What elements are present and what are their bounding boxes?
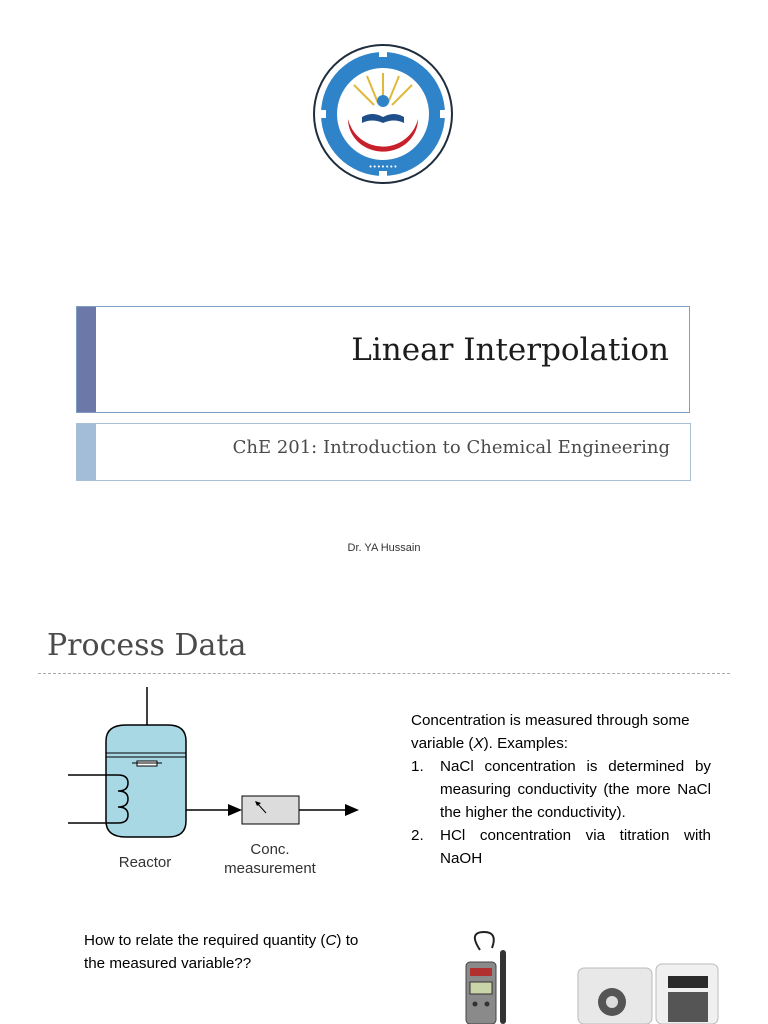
question-variable: C <box>325 932 337 949</box>
slide-title: Linear Interpolation <box>351 332 669 368</box>
title-accent-bar <box>77 307 96 412</box>
svg-text:•••••••: ••••••• <box>368 163 398 171</box>
examples-list <box>411 755 711 870</box>
measurement-label-line1: Conc. <box>250 841 290 858</box>
author-name: Dr. YA Hussain <box>347 542 421 554</box>
slide-subtitle: ChE 201: Introduction to Chemical Engineering <box>232 437 670 458</box>
list-item <box>411 824 711 870</box>
titrator-image <box>576 962 720 1024</box>
measurement-box <box>242 796 299 824</box>
university-logo <box>312 43 454 185</box>
conductivity-meter-image <box>458 930 516 1024</box>
subtitle-accent-bar <box>77 424 96 480</box>
description-block <box>411 709 711 870</box>
list-item-text: HCl concentration via titration with NaOH <box>440 827 711 867</box>
subtitle-box <box>76 423 691 481</box>
question-part1: How to relate the required quantity ( <box>84 932 326 949</box>
section-heading: Process Data <box>47 628 247 663</box>
reactor-label: Reactor <box>118 854 172 871</box>
measurement-label-line2: measurement <box>224 860 316 877</box>
list-item <box>411 755 711 824</box>
reactor-vessel <box>106 725 186 837</box>
heading-divider <box>38 673 730 674</box>
question-part2: ) to the measured variable?? <box>84 932 359 972</box>
list-item-number: 2. <box>411 827 424 844</box>
list-item-text: NaCl concentration is determined by measuring conductivity (the more NaCl the higher the conductivity). <box>440 758 711 821</box>
question-text <box>84 929 374 975</box>
title-box <box>76 306 690 413</box>
list-item-number: 1. <box>411 758 424 775</box>
description-intro: Concentration is measured through some variable (X). Examples: <box>411 712 690 752</box>
process-diagram <box>60 685 370 885</box>
